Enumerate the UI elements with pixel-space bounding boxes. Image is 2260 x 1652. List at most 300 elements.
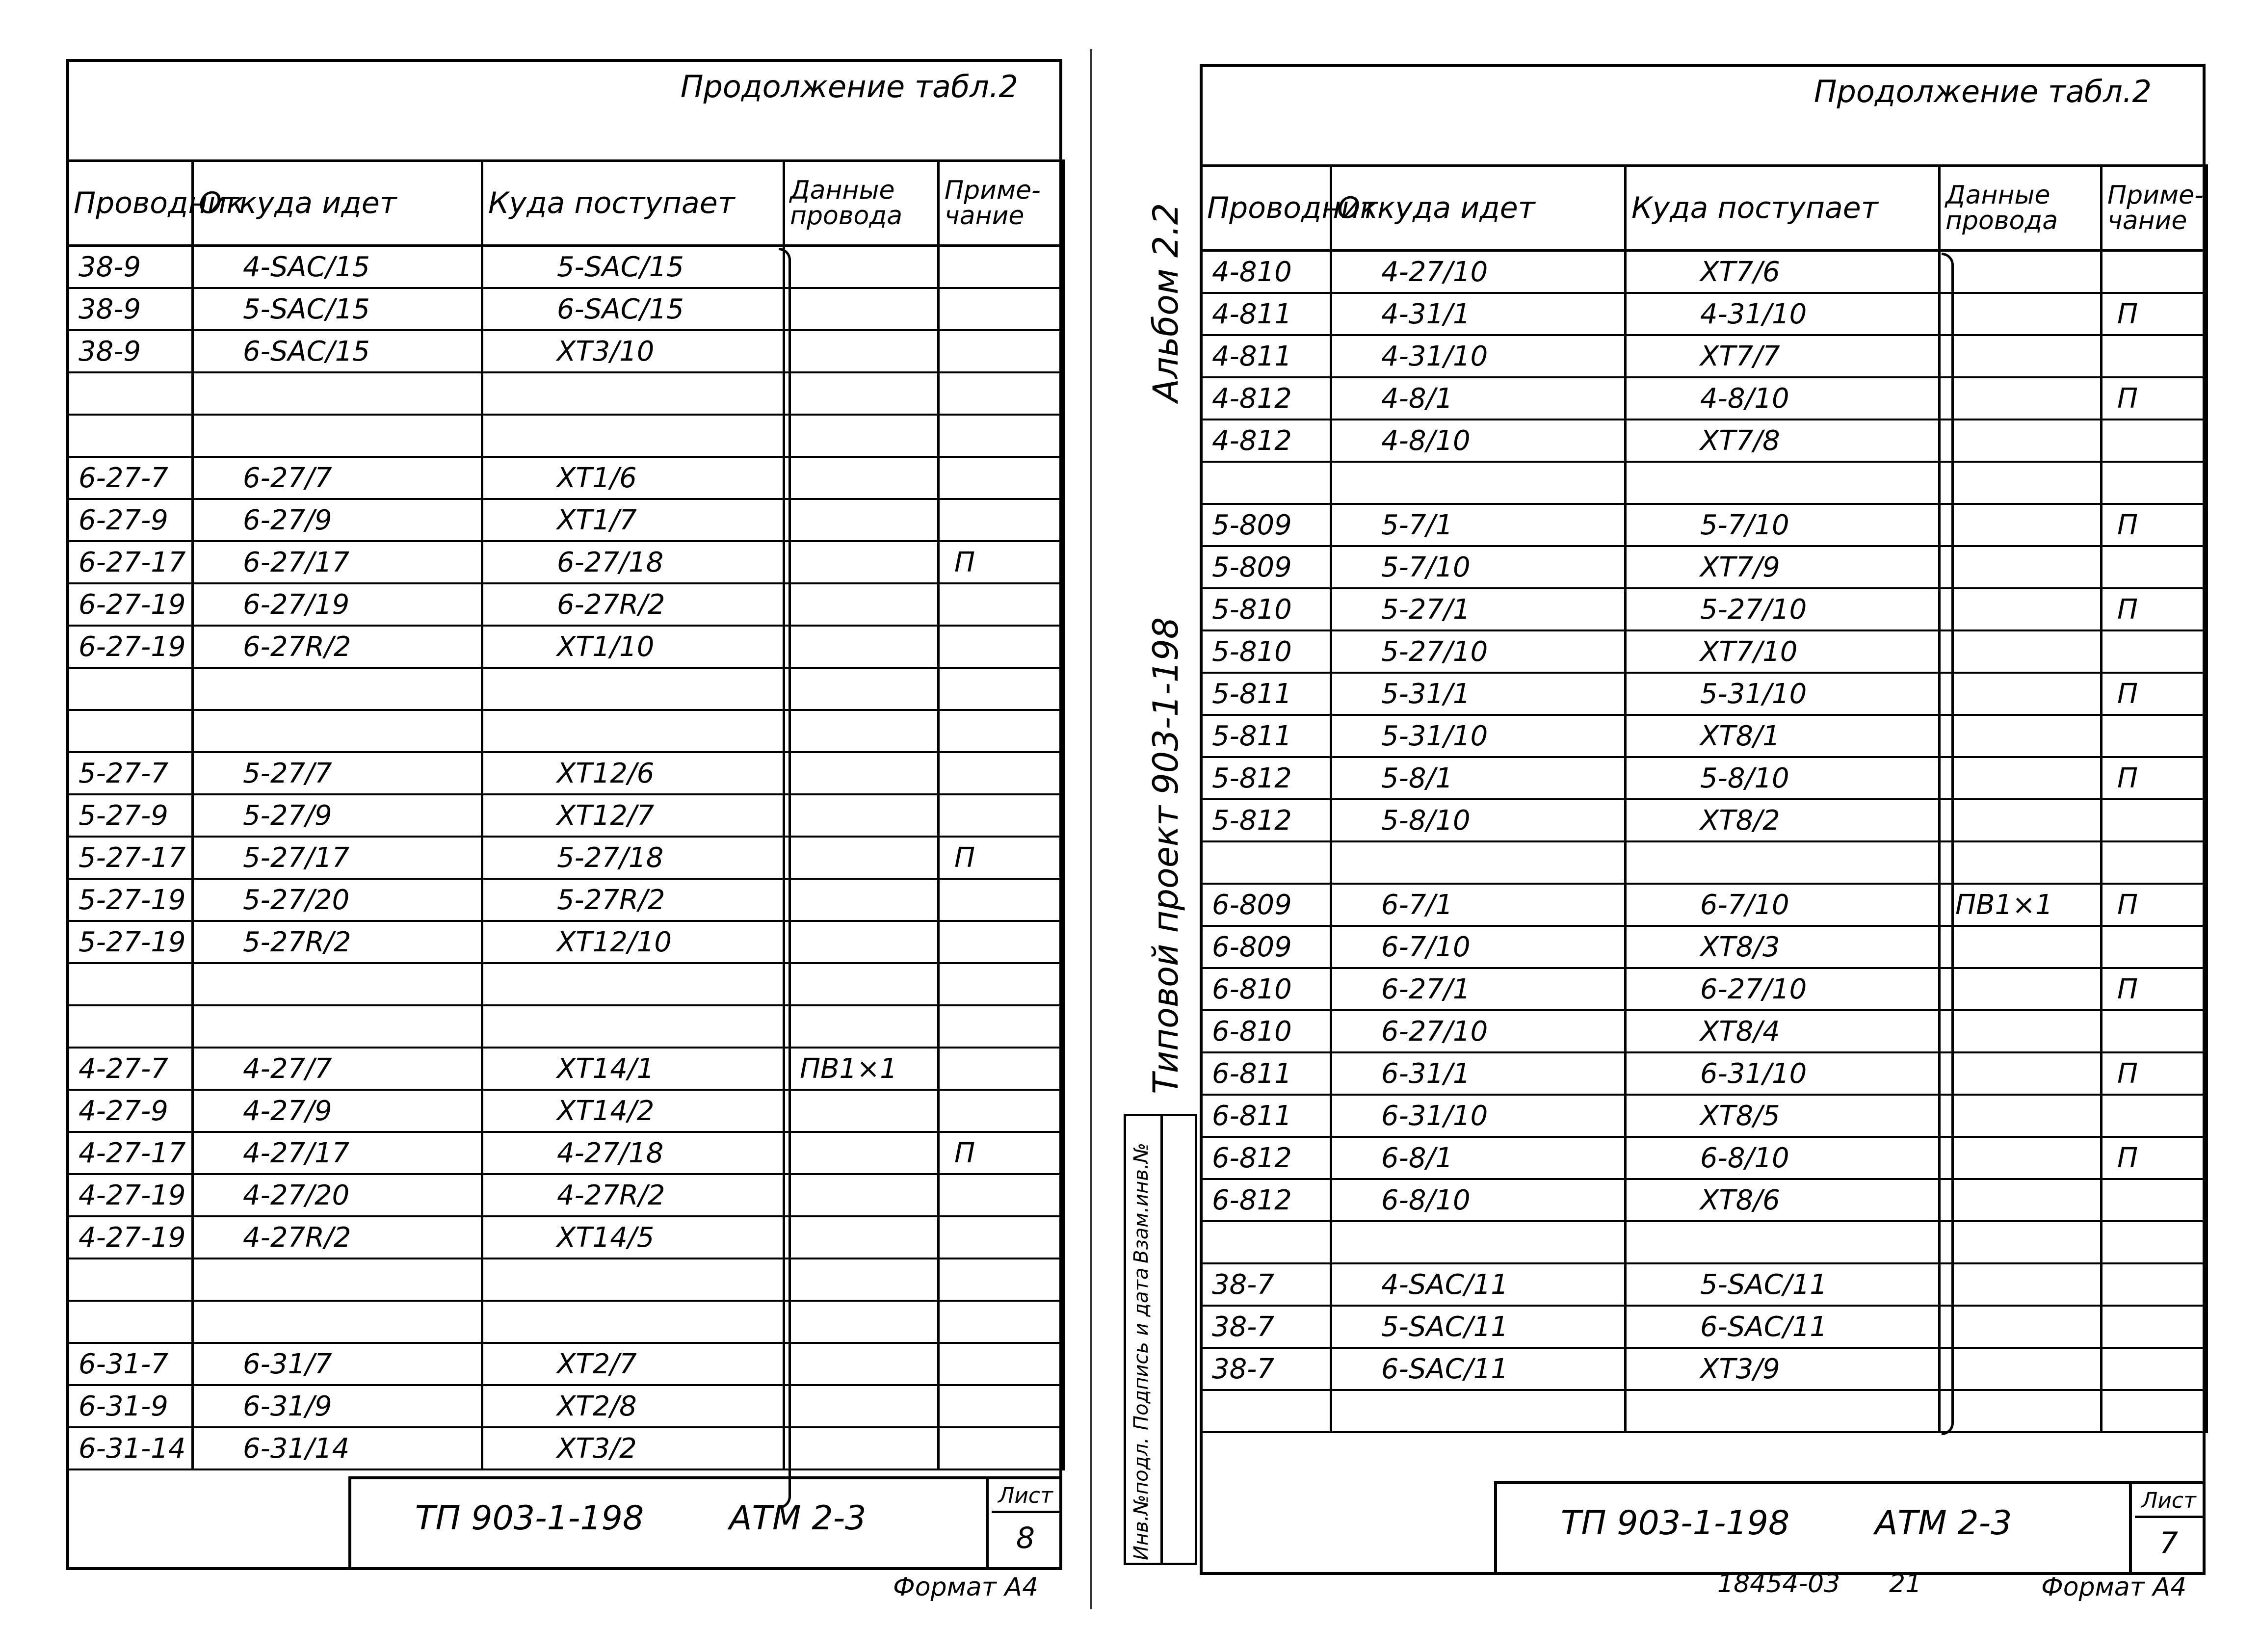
archive-number: 18454-03 [1717,1569,1840,1599]
table-row [1201,1306,2207,1348]
cell-from: 6-31/9 [193,1385,482,1427]
cell-note: П [2102,1137,2207,1179]
cell-conductor [68,668,193,710]
table-row [68,1427,1064,1469]
table-row [1201,1137,2207,1179]
cell-wire-data [784,499,939,541]
cell-from: 6-27/7 [193,457,482,499]
cell-note [939,288,1064,330]
cell-to: XT7/10 [1626,630,1940,673]
cell-wire-data [784,330,939,372]
table-row [1201,335,2207,377]
cell-from: 5-SAC/11 [1331,1306,1626,1348]
cell-to: 6-27/10 [1626,968,1940,1010]
cell-conductor: 4-811 [1201,335,1331,377]
col-header-wire-data: Данные провода [784,161,939,246]
cell-conductor [68,1259,193,1301]
cell-wire-data [784,1385,939,1427]
cell-from: 4-8/1 [1331,377,1626,420]
cell-conductor: 5-810 [1201,630,1331,673]
cell-from: 6-27/19 [193,583,482,626]
cell-conductor: 5-809 [1201,504,1331,546]
cell-note [2102,1095,2207,1137]
cell-note: П [2102,377,2207,420]
cell-note [939,1090,1064,1132]
cell-conductor: 6-27-19 [68,626,193,668]
cell-wire-data [784,583,939,626]
table-row [68,1385,1064,1427]
cell-conductor: 6-810 [1201,1010,1331,1052]
cell-from: 4-SAC/15 [193,246,482,288]
cell-conductor: 6-27-9 [68,499,193,541]
left-sheet-box [986,1479,1062,1570]
cell-wire-data [784,794,939,837]
table-row [68,1301,1064,1343]
cell-conductor: 5-27-7 [68,752,193,794]
cell-note [2102,546,2207,588]
cell-note [939,626,1064,668]
table-row [1201,630,2207,673]
cell-conductor [68,1005,193,1048]
cell-wire-data [1940,757,2102,799]
strip-replaces-inv: Взам.инв.№ [1130,1142,1153,1263]
cell-from [1331,1390,1626,1432]
left-stamp-doc: АТМ 2-3 [729,1499,867,1538]
cell-wire-data [784,963,939,1005]
cell-wire-data [1940,420,2102,462]
cell-to: XT14/5 [482,1216,784,1259]
table-row [1201,1221,2207,1263]
cell-conductor: 6-27-7 [68,457,193,499]
cell-wire-data [784,415,939,457]
cell-wire-data [784,1343,939,1385]
cell-wire-data [784,372,939,415]
cell-to: XT3/10 [482,330,784,372]
cell-wire-data [1940,1221,2102,1263]
cell-note [939,1174,1064,1216]
cell-conductor: 4-27-17 [68,1132,193,1174]
table-row [68,499,1064,541]
table-row [1201,926,2207,968]
cell-wire-data [1940,1306,2102,1348]
cell-to: 5-SAC/11 [1626,1263,1940,1306]
cell-wire-data [1940,799,2102,841]
cell-note [939,1048,1064,1090]
table-row [68,837,1064,879]
table-row [1201,377,2207,420]
left-title-stamp [348,1476,1062,1570]
cell-from: 4-31/1 [1331,293,1626,335]
cell-note [939,330,1064,372]
table-row [1201,1179,2207,1221]
cell-from [1331,841,1626,884]
table-row [68,668,1064,710]
cell-conductor: 38-9 [68,288,193,330]
cell-to: XT8/1 [1626,715,1940,757]
cell-conductor: 6-810 [1201,968,1331,1010]
right-wire-table [1200,164,2208,1433]
table-row [68,1132,1064,1174]
cell-wire-data [784,837,939,879]
cell-from: 4-27/20 [193,1174,482,1216]
cell-from [193,415,482,457]
table-row [68,1048,1064,1090]
cell-to: XT8/3 [1626,926,1940,968]
cell-from: 5-8/10 [1331,799,1626,841]
cell-conductor: 6-27-17 [68,541,193,583]
col-header-note: Приме-чание [939,161,1064,246]
col-header-to: Куда поступает [482,161,784,246]
cell-from: 6-31/1 [1331,1052,1626,1095]
cell-from: 6-27/17 [193,541,482,583]
table-row [68,1343,1064,1385]
cell-to: XT8/5 [1626,1095,1940,1137]
cell-to: XT8/4 [1626,1010,1940,1052]
cell-to: XT1/6 [482,457,784,499]
cell-note [2102,926,2207,968]
cell-note [2102,1306,2207,1348]
cell-from: 5-31/1 [1331,673,1626,715]
cell-to [482,963,784,1005]
cell-conductor: 6-809 [1201,884,1331,926]
cell-wire-data [1940,504,2102,546]
cell-wire-data [1940,926,2102,968]
cell-from: 5-8/1 [1331,757,1626,799]
cell-note [939,1259,1064,1301]
page-fold-line [1090,49,1092,1609]
cell-to: 6-SAC/11 [1626,1306,1940,1348]
cell-conductor: 38-7 [1201,1348,1331,1390]
cell-note [939,1301,1064,1343]
table-row [1201,757,2207,799]
table-row [1201,462,2207,504]
table-row [68,583,1064,626]
cell-note [2102,630,2207,673]
cell-note [939,963,1064,1005]
cell-conductor: 5-27-19 [68,879,193,921]
cell-wire-data [784,1259,939,1301]
table-row [68,330,1064,372]
cell-note [939,1427,1064,1469]
cell-conductor: 4-810 [1201,251,1331,293]
table-row [68,794,1064,837]
cell-to: XT1/7 [482,499,784,541]
cell-wire-data [1940,251,2102,293]
cell-conductor: 6-31-14 [68,1427,193,1469]
cell-to [1626,841,1940,884]
table-row [68,921,1064,963]
cell-note: П [2102,673,2207,715]
cell-wire-data [784,921,939,963]
cell-wire-data: ПВ1×1 [1940,884,2102,926]
right-wire-data-brace [1942,253,1954,1435]
cell-from: 5-27/10 [1331,630,1626,673]
cell-wire-data [784,1301,939,1343]
cell-to: XT7/8 [1626,420,1940,462]
cell-conductor: 5-812 [1201,757,1331,799]
table-row [1201,1095,2207,1137]
cell-to: 6-SAC/15 [482,288,784,330]
cell-to: XT8/2 [1626,799,1940,841]
cell-to: XT12/6 [482,752,784,794]
cell-to: XT2/8 [482,1385,784,1427]
table-row [68,541,1064,583]
cell-note: П [2102,968,2207,1010]
cell-from: 5-7/10 [1331,546,1626,588]
cell-conductor: 5-811 [1201,673,1331,715]
table-row [68,1174,1064,1216]
table-row [68,1259,1064,1301]
cell-from: 6-SAC/11 [1331,1348,1626,1390]
cell-note [939,1385,1064,1427]
cell-to: 6-31/10 [1626,1052,1940,1095]
col-header-from: Откуда идет [1331,166,1626,251]
cell-wire-data [1940,968,2102,1010]
right-sheet [1200,64,2206,1575]
cell-note [2102,1010,2207,1052]
table-row [68,288,1064,330]
cell-conductor: 6-811 [1201,1052,1331,1095]
cell-from: 5-27/17 [193,837,482,879]
table-row [68,626,1064,668]
cell-note [2102,1390,2207,1432]
cell-from [193,1005,482,1048]
table-row [1201,588,2207,630]
cell-from: 6-31/7 [193,1343,482,1385]
cell-conductor: 5-812 [1201,799,1331,841]
table-row [1201,546,2207,588]
cell-from: 6-31/14 [193,1427,482,1469]
cell-conductor: 4-27-9 [68,1090,193,1132]
cell-note [2102,799,2207,841]
cell-wire-data [784,626,939,668]
cell-note [939,583,1064,626]
table-row [1201,251,2207,293]
table-row [68,1216,1064,1259]
cell-from: 5-27/20 [193,879,482,921]
cell-note [2102,1263,2207,1306]
cell-conductor: 6-809 [1201,926,1331,968]
cell-from: 5-27/1 [1331,588,1626,630]
cell-conductor: 6-812 [1201,1179,1331,1221]
cell-conductor: 6-27-19 [68,583,193,626]
cell-note [2102,335,2207,377]
right-stamp-doc: АТМ 2-3 [1875,1504,2012,1543]
table-row [1201,293,2207,335]
right-title-stamp [1494,1481,2206,1575]
cell-from: 5-7/1 [1331,504,1626,546]
cell-conductor: 38-7 [1201,1306,1331,1348]
cell-note: П [2102,1052,2207,1095]
cell-from: 4-31/10 [1331,335,1626,377]
cell-conductor [68,372,193,415]
cell-conductor [68,415,193,457]
table-row [1201,968,2207,1010]
cell-conductor [1201,1221,1331,1263]
cell-wire-data [1940,841,2102,884]
cell-to: XT14/1 [482,1048,784,1090]
cell-note [2102,841,2207,884]
cell-wire-data [1940,630,2102,673]
table-row [68,457,1064,499]
cell-from [1331,462,1626,504]
cell-conductor: 6-31-7 [68,1343,193,1385]
cell-conductor [68,963,193,1005]
cell-note [939,246,1064,288]
cell-wire-data [1940,1348,2102,1390]
table-row [1201,420,2207,462]
cell-to: XT12/10 [482,921,784,963]
cell-wire-data [1940,1095,2102,1137]
cell-conductor [1201,1390,1331,1432]
cell-wire-data [1940,1179,2102,1221]
cell-wire-data: ПВ1×1 [784,1048,939,1090]
cell-wire-data [1940,1390,2102,1432]
cell-note: П [2102,884,2207,926]
project-label: Типовой проект 903-1-198 [1146,617,1186,1094]
cell-wire-data [784,541,939,583]
table-row [1201,1052,2207,1095]
table-row [68,710,1064,752]
left-sheet [66,59,1062,1570]
cell-note [939,879,1064,921]
cell-from: 5-27R/2 [193,921,482,963]
cell-to [1626,1221,1940,1263]
cell-from: 6-27R/2 [193,626,482,668]
cell-conductor: 5-810 [1201,588,1331,630]
cell-wire-data [784,1216,939,1259]
cell-to: 4-27R/2 [482,1174,784,1216]
table-row [1201,504,2207,546]
col-header-to: Куда поступает [1626,166,1940,251]
album-label: Альбом 2.2 [1146,203,1186,402]
right-continuation-title: Продолжение табл.2 [1813,74,2152,109]
cell-conductor: 6-31-9 [68,1385,193,1427]
cell-to: XT2/7 [482,1343,784,1385]
left-wire-table [66,159,1065,1470]
table-row [68,963,1064,1005]
cell-from [193,963,482,1005]
cell-note [2102,1348,2207,1390]
table-row [1201,1348,2207,1390]
cell-note: П [939,541,1064,583]
table-row [68,246,1064,288]
cell-from: 5-31/10 [1331,715,1626,757]
cell-from [193,1301,482,1343]
table-row [1201,1390,2207,1432]
cell-conductor: 38-9 [68,330,193,372]
cell-to: XT14/2 [482,1090,784,1132]
cell-to [482,1301,784,1343]
cell-conductor [68,710,193,752]
strip-signature-date: Подпись и дата [1130,1267,1153,1430]
cell-from: 4-27R/2 [193,1216,482,1259]
cell-wire-data [1940,715,2102,757]
cell-from: 4-27/9 [193,1090,482,1132]
left-sheet-label: Лист [992,1481,1059,1513]
cell-to [482,710,784,752]
cell-to: 4-27/18 [482,1132,784,1174]
cell-wire-data [784,246,939,288]
cell-note [939,668,1064,710]
cell-note [2102,462,2207,504]
left-sheet-number: 8 [1016,1521,1035,1555]
cell-note [939,1216,1064,1259]
cell-note [2102,251,2207,293]
cell-to: XT7/6 [1626,251,1940,293]
table-row [1201,673,2207,715]
col-header-from: Откуда идет [193,161,482,246]
right-format-label: Формат А4 [2041,1573,2187,1602]
cell-from: 5-27/7 [193,752,482,794]
cell-wire-data [1940,588,2102,630]
cell-conductor: 4-27-7 [68,1048,193,1090]
cell-to: XT7/7 [1626,335,1940,377]
cell-to: 4-31/10 [1626,293,1940,335]
cell-from: 4-27/17 [193,1132,482,1174]
cell-from: 6-27/1 [1331,968,1626,1010]
cell-to: 6-7/10 [1626,884,1940,926]
cell-to: XT3/2 [482,1427,784,1469]
table-row [68,879,1064,921]
cell-from [1331,1221,1626,1263]
cell-from [193,668,482,710]
cell-conductor: 5-809 [1201,546,1331,588]
cell-from: 6-27/9 [193,499,482,541]
cell-note [939,794,1064,837]
cell-to: XT12/7 [482,794,784,837]
cell-to [482,372,784,415]
cell-to: 5-27/18 [482,837,784,879]
right-sheet-number: 7 [2159,1526,2179,1560]
cell-conductor: 4-27-19 [68,1174,193,1216]
left-wire-data-brace [779,248,791,1509]
cell-wire-data [784,1174,939,1216]
cell-wire-data [1940,462,2102,504]
strip-inv-number: Инв.№подл. [1130,1437,1153,1560]
left-continuation-title: Продолжение табл.2 [680,69,1018,105]
cell-from: 6-7/1 [1331,884,1626,926]
cell-to: 6-27R/2 [482,583,784,626]
table-row [68,1090,1064,1132]
cell-note: П [2102,293,2207,335]
cell-to: 5-8/10 [1626,757,1940,799]
cell-wire-data [1940,377,2102,420]
cell-from: 4-27/10 [1331,251,1626,293]
cell-wire-data [784,668,939,710]
cell-note [939,415,1064,457]
cell-wire-data [784,457,939,499]
cell-from: 5-27/9 [193,794,482,837]
right-stamp-code: ТП 903-1-198 [1561,1504,1790,1543]
cell-to [1626,462,1940,504]
binding-strip [1124,1114,1197,1565]
cell-to: 5-7/10 [1626,504,1940,546]
table-row [1201,799,2207,841]
table-row [1201,841,2207,884]
cell-to: XT7/9 [1626,546,1940,588]
cell-note [939,1005,1064,1048]
table-row [68,372,1064,415]
col-header-note: Приме-чание [2102,166,2207,251]
cell-to: 6-27/18 [482,541,784,583]
cell-to: 5-SAC/15 [482,246,784,288]
cell-note: П [939,1132,1064,1174]
cell-from: 6-8/10 [1331,1179,1626,1221]
page-number: 21 [1889,1569,1922,1599]
cell-from: 4-SAC/11 [1331,1263,1626,1306]
cell-conductor: 6-812 [1201,1137,1331,1179]
